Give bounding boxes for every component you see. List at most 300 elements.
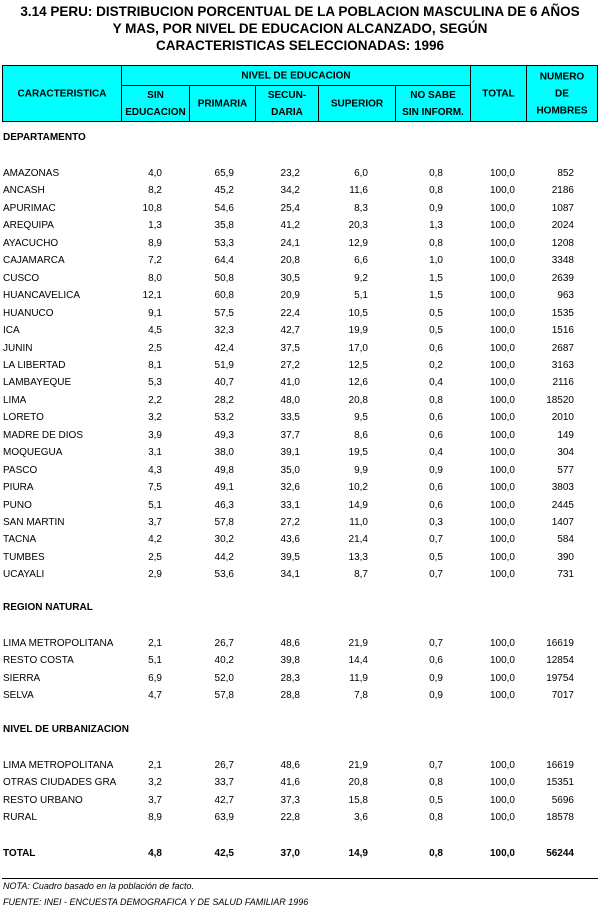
footer-divider [2,878,598,879]
cell-value: 3803 [551,482,574,494]
row-label: MOQUEGUA [3,447,63,459]
row-label: SELVA [3,690,34,702]
cell-value: 12,1 [142,290,162,302]
cell-value: 2687 [551,342,574,354]
cell-value: 0,5 [429,551,443,563]
cell-value: 4,3 [148,464,162,476]
row-label: MADRE DE DIOS [3,429,84,441]
cell-value: 100,0 [489,464,515,476]
row-label: JUNIN [3,342,33,354]
header-secundaria-label [256,87,318,121]
cell-value: 21,9 [348,760,368,771]
row-label: OTRAS CIUDADES GRA [3,777,117,789]
table-row [0,531,600,548]
cell-value: 0,8 [429,185,443,197]
row-label: PIURA [3,482,34,494]
cell-value: 100,0 [489,777,515,789]
cell-value: 63,9 [214,812,234,824]
header-sin-line1: SIN [147,89,164,101]
cell-value: 3163 [551,359,574,371]
cell-value: 9,5 [354,412,368,424]
cell-value: 3,2 [148,412,162,424]
row-label: PUNO [3,499,32,511]
cell-value: 2186 [551,185,574,197]
row-label: LIMA METROPOLITANA [3,638,114,649]
header-sin-line2: EDUCACION [125,106,186,118]
row-label: TACNA [3,534,37,546]
cell-value: 57,5 [214,307,234,319]
cell-value: 8,9 [148,237,162,249]
cell-value: 30,5 [280,272,300,284]
header-num-line2: DE [555,88,569,99]
cell-value: 3348 [551,255,574,267]
cell-value: 48,6 [280,638,300,649]
cell-value: 12,9 [348,237,368,249]
table-row [0,497,600,514]
row-label: LA LIBERTAD [3,359,66,371]
cell-value: 26,7 [214,638,234,649]
table-row [0,217,600,234]
cell-value: 57,8 [214,517,234,528]
cell-value: 100,0 [489,447,515,459]
cell-value: 9,1 [148,307,162,319]
row-label: LIMA METROPOLITANA [3,760,114,771]
cell-value: 0,5 [429,794,443,806]
row-label: UCAYALI [3,569,45,581]
header-sec-line2: DARIA [271,106,303,118]
cell-value: 100,0 [489,202,515,214]
header-primaria-label: PRIMARIA [197,98,248,109]
cell-value: 0,6 [429,499,443,511]
note-text: NOTA: Cuadro basado en la población de facto. [3,881,194,891]
row-label: CAJAMARCA [3,255,65,267]
table-row [0,409,600,426]
row-label: RURAL [3,812,37,824]
cell-value: 0,6 [429,429,443,441]
header-total [470,65,527,122]
cell-value: 41,2 [280,220,300,232]
table-row [0,549,600,566]
header-nosabe-line1: NO SABE [410,89,456,101]
cell-value: 25,4 [280,202,300,214]
cell-value: 1535 [551,307,574,319]
cell-value: 3,7 [148,517,162,528]
header-nosabe-line2: SIN INFORM. [402,106,464,118]
cell-value: 34,1 [280,569,300,581]
cell-value: 18578 [546,812,574,824]
cell-value: 37,7 [280,429,300,441]
row-label: RESTO COSTA [3,655,74,667]
cell-value: 33,5 [280,412,300,424]
cell-value: 4,0 [148,168,162,179]
cell-value: 34,2 [280,185,300,197]
table-row [0,165,600,182]
cell-value: 15351 [546,777,574,789]
cell-value: 100,0 [489,534,515,546]
section-region-natural: REGION NATURAL [3,602,93,613]
cell-value: 11,0 [349,517,368,528]
row-label: SIERRA [3,672,41,684]
table-row [0,182,600,199]
cell-value: 100,0 [489,325,515,337]
cell-value: 4,7 [148,690,162,702]
header-numero-label [527,68,597,119]
row-label: HUANCAVELICA [3,290,81,302]
table-row [0,687,600,704]
cell-value: 21,4 [348,534,368,546]
header-no-sabe-label [396,87,470,121]
table-row [0,200,600,217]
cell-value: 6,6 [354,255,368,267]
header-total-label: TOTAL [482,88,515,99]
cell-value: 1,5 [429,290,443,302]
cell-value: 49,1 [214,482,234,494]
cell-value: 4,2 [148,534,162,546]
cell-value: 46,3 [214,499,234,511]
cell-value: 37,5 [280,342,300,354]
cell-value: 32,3 [214,325,234,337]
table-row [0,322,600,339]
cell-value: 100,0 [489,377,515,389]
cell-value: 52,0 [214,672,234,684]
cell-value: 0,6 [429,482,443,494]
cell-value: 3,6 [354,812,368,824]
row-label: ICA [3,325,20,337]
header-caracteristica [2,65,122,122]
header-no-sabe [395,85,471,122]
cell-value: 12854 [546,655,574,667]
cell-value: 8,3 [354,202,368,214]
cell-value: 0,2 [429,359,443,371]
cell-value: 48,6 [280,760,300,771]
cell-value: 11,9 [349,672,368,684]
cell-value: 18520 [546,394,574,406]
cell-value: 1516 [551,325,574,337]
cell-value: 7017 [551,690,574,702]
cell-value: 65,9 [214,168,234,179]
cell-value: 28,3 [280,672,300,684]
cell-value: 49,8 [214,464,234,476]
cell-value: 19754 [546,672,574,684]
cell-value: 8,9 [148,812,162,824]
table-row [0,635,600,652]
cell-value: 100,0 [489,551,515,563]
cell-value: 20,9 [280,290,300,302]
cell-value: 7,2 [148,255,162,267]
table-title [0,3,600,54]
cell-value: 1,0 [429,255,443,267]
cell-value: 100,0 [489,342,515,354]
table-row [0,809,600,826]
row-label: PASCO [3,464,38,476]
cell-value: 19,5 [348,447,368,459]
table-row [0,514,600,531]
cell-value: 10,2 [348,482,368,494]
cell-value: 44,2 [214,551,234,563]
header-superior-label: SUPERIOR [330,98,384,109]
cell-value: 852 [557,168,574,179]
cell-value: 64,4 [214,255,234,267]
cell-value: 1087 [551,202,574,214]
table-row [0,252,600,269]
cell-value: 39,1 [280,447,300,459]
total-value: 14,9 [348,848,368,859]
header-sin-educacion-label [122,87,189,121]
cell-value: 100,0 [489,569,515,581]
total-value: 100,0 [489,848,515,859]
cell-value: 26,7 [214,760,234,771]
cell-value: 2,9 [148,569,162,581]
cell-value: 7,5 [148,482,162,494]
source-text: FUENTE: INEI - ENCUESTA DEMOGRAFICA Y DE SALUD FAMILIAR 1996 [3,897,309,907]
cell-value: 100,0 [489,412,515,424]
cell-value: 0,8 [429,237,443,249]
total-value: 37,0 [280,848,300,859]
cell-value: 5,1 [148,499,162,511]
table-row [0,757,600,774]
cell-value: 100,0 [489,359,515,371]
cell-value: 100,0 [489,499,515,511]
cell-value: 1407 [551,517,574,528]
table-row [0,340,600,357]
cell-value: 14,9 [348,499,368,511]
cell-value: 100,0 [489,185,515,197]
total-label: TOTAL [3,848,36,859]
cell-value: 100,0 [489,237,515,249]
cell-value: 20,3 [348,220,368,232]
cell-value: 20,8 [280,255,300,267]
total-row [0,845,600,862]
cell-value: 8,2 [148,185,162,197]
cell-value: 30,2 [214,534,234,546]
cell-value: 48,0 [280,394,300,406]
cell-value: 39,8 [280,655,300,667]
cell-value: 22,4 [280,307,300,319]
cell-value: 10,5 [348,307,368,319]
header-caracteristica-label: CARACTERISTICA [17,88,107,99]
cell-value: 2024 [551,220,574,232]
total-value: 4,8 [148,848,162,859]
cell-value: 9,9 [354,464,368,476]
cell-value: 19,9 [348,325,368,337]
row-label: AMAZONAS [3,168,60,179]
cell-value: 32,6 [280,482,300,494]
cell-value: 0,5 [429,325,443,337]
cell-value: 100,0 [489,255,515,267]
header-sin-educacion [121,85,190,122]
cell-value: 0,7 [429,760,443,771]
title-line-2: Y MAS, POR NIVEL DE EDUCACION ALCANZADO, SEGÚN [112,21,488,36]
cell-value: 100,0 [489,307,515,319]
row-label: LORETO [3,412,44,424]
table-row [0,427,600,444]
cell-value: 963 [557,290,574,302]
cell-value: 100,0 [489,290,515,302]
cell-value: 13,3 [348,551,368,563]
table-row [0,479,600,496]
cell-value: 5,3 [148,377,162,389]
row-label: HUANUCO [3,307,54,319]
header-numero-hombres [526,65,598,122]
title-line-1: 3.14 PERU: DISTRIBUCION PORCENTUAL DE LA POBLACION MASCULINA DE 6 AÑOS [20,4,580,19]
header-sec-line1: SECUN- [267,89,307,101]
table-row [0,305,600,322]
row-label: LIMA [3,394,27,406]
cell-value: 0,9 [429,672,443,684]
cell-value: 20,8 [348,777,368,789]
cell-value: 100,0 [489,690,515,702]
cell-value: 2,5 [148,551,162,563]
cell-value: 0,9 [429,690,443,702]
cell-value: 100,0 [489,812,515,824]
table-row [0,392,600,409]
header-secundaria [255,85,319,122]
cell-value: 0,8 [429,168,443,179]
cell-value: 43,6 [280,534,300,546]
cell-value: 1,3 [148,220,162,232]
cell-value: 38,0 [214,447,234,459]
cell-value: 8,1 [148,359,162,371]
header-superior [318,85,396,122]
cell-value: 584 [557,534,574,546]
cell-value: 2445 [551,499,574,511]
cell-value: 3,2 [148,777,162,789]
cell-value: 40,7 [214,377,234,389]
cell-value: 0,8 [429,812,443,824]
cell-value: 37,3 [280,794,300,806]
cell-value: 2116 [552,377,574,389]
cell-value: 10,8 [142,202,162,214]
total-value: 0,8 [429,848,443,859]
cell-value: 20,8 [348,394,368,406]
cell-value: 4,5 [148,325,162,337]
cell-value: 0,9 [429,464,443,476]
cell-value: 42,7 [280,325,300,337]
cell-value: 9,2 [354,272,368,284]
cell-value: 2,2 [148,394,162,406]
cell-value: 0,6 [429,655,443,667]
table-row [0,792,600,809]
cell-value: 14,4 [348,655,368,667]
cell-value: 28,8 [280,690,300,702]
title-line-3: CARACTERISTICAS SELECCIONADAS: 1996 [155,38,445,53]
cell-value: 0,8 [429,777,443,789]
cell-value: 53,2 [214,412,234,424]
cell-value: 100,0 [489,168,515,179]
cell-value: 0,3 [429,517,443,528]
cell-value: 33,7 [214,777,234,789]
header-primaria [189,85,256,122]
cell-value: 22,8 [280,812,300,824]
cell-value: 2,1 [148,638,162,649]
cell-value: 0,7 [429,638,443,649]
cell-value: 100,0 [489,794,515,806]
cell-value: 16619 [546,638,574,649]
cell-value: 27,2 [280,517,300,528]
cell-value: 16619 [546,760,574,771]
cell-value: 54,6 [214,202,234,214]
cell-value: 60,8 [214,290,234,302]
table-row [0,444,600,461]
cell-value: 50,8 [214,272,234,284]
cell-value: 23,2 [280,168,300,179]
cell-value: 15,8 [348,794,368,806]
cell-value: 24,1 [280,237,300,249]
cell-value: 0,8 [429,394,443,406]
row-label: TUMBES [3,551,45,563]
cell-value: 3,1 [148,447,162,459]
total-value: 42,5 [214,848,234,859]
cell-value: 100,0 [489,220,515,232]
cell-value: 7,8 [354,690,368,702]
cell-value: 41,6 [280,777,300,789]
cell-value: 8,7 [354,569,368,581]
cell-value: 577 [557,464,574,476]
cell-value: 100,0 [489,672,515,684]
cell-value: 0,7 [429,534,443,546]
cell-value: 27,2 [280,359,300,371]
cell-value: 5696 [551,794,574,806]
cell-value: 28,2 [214,394,234,406]
table-row [0,374,600,391]
cell-value: 5,1 [148,655,162,667]
cell-value: 5,1 [354,290,368,302]
table-header [0,65,600,122]
cell-value: 39,5 [280,551,300,563]
cell-value: 100,0 [489,272,515,284]
header-num-line1: NUMERO [539,71,585,82]
row-label: RESTO URBANO [3,794,83,806]
cell-value: 100,0 [489,655,515,667]
cell-value: 40,2 [214,655,234,667]
total-value: 56244 [546,848,574,859]
header-num-line3: HOMBRES [536,105,588,116]
cell-value: 45,2 [214,185,234,197]
cell-value: 6,9 [148,672,162,684]
cell-value: 100,0 [489,482,515,494]
cell-value: 0,6 [429,342,443,354]
cell-value: 1,5 [429,272,443,284]
table-row [0,357,600,374]
cell-value: 42,7 [214,794,234,806]
row-label: APURIMAC [3,202,56,214]
cell-value: 35,0 [280,464,300,476]
cell-value: 53,6 [214,569,234,581]
table-row [0,774,600,791]
cell-value: 3,9 [148,429,162,441]
table-row [0,270,600,287]
cell-value: 100,0 [489,638,515,649]
section-nivel-urbanizacion: NIVEL DE URBANIZACION [3,724,129,735]
cell-value: 8,6 [354,429,368,441]
table-row [0,287,600,304]
cell-value: 2639 [551,272,574,284]
cell-value: 12,6 [348,377,368,389]
cell-value: 8,0 [148,272,162,284]
cell-value: 3,7 [148,794,162,806]
row-label: AREQUIPA [3,220,54,232]
cell-value: 390 [557,551,574,563]
cell-value: 0,9 [429,202,443,214]
cell-value: 100,0 [489,517,515,528]
cell-value: 149 [557,429,574,441]
row-label: SAN MARTIN [3,517,65,528]
cell-value: 100,0 [489,429,515,441]
header-nivel-label: NIVEL DE EDUCACION [241,70,351,81]
cell-value: 42,4 [214,342,234,354]
cell-value: 2,1 [148,760,162,771]
cell-value: 731 [557,569,574,581]
